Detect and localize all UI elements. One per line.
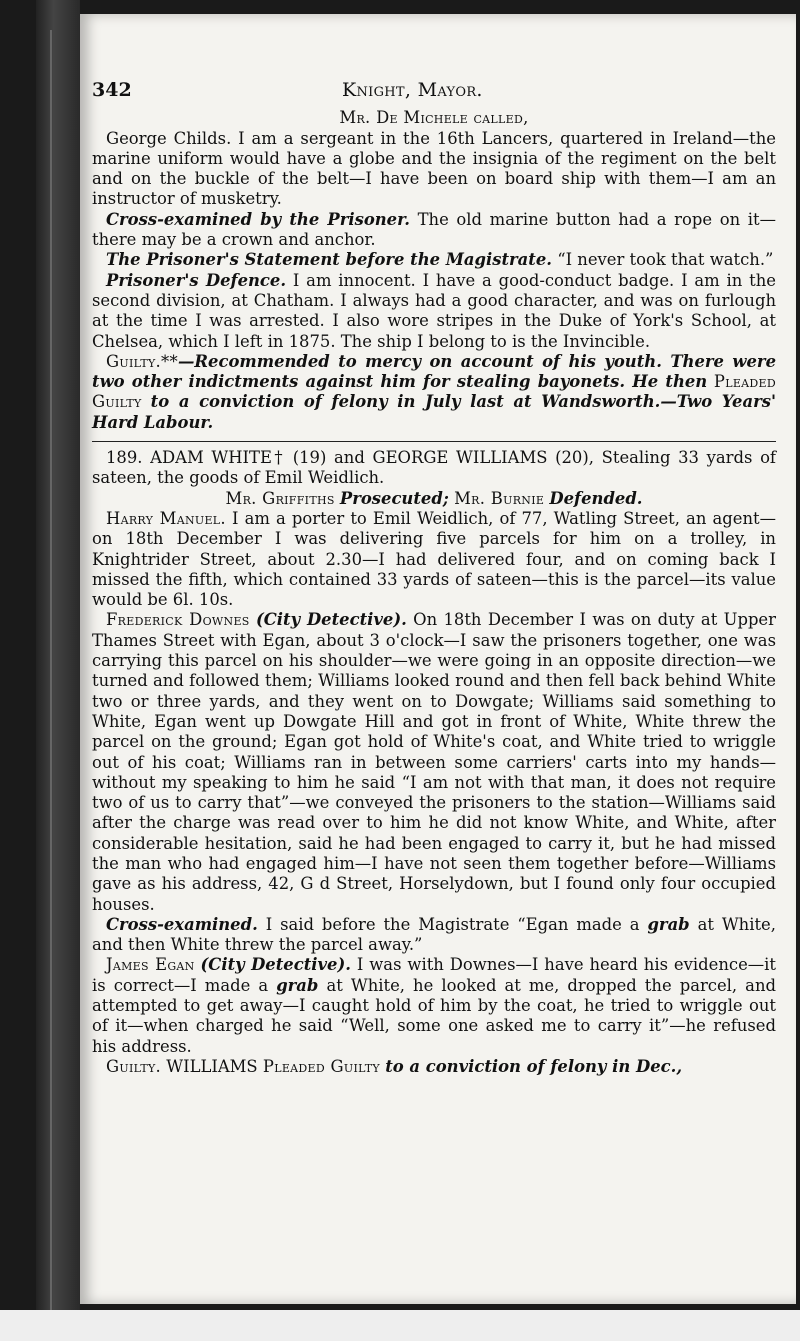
statement-text: “I never took that watch.” (557, 250, 774, 270)
prisoner-defence (92, 271, 776, 352)
manuel-text: I am a porter to Emil Weidlich, of 77, Watling Street, an agent—on 18th December I was delivering five parcels for him on a trolley, in Knightrider Street, about 2.30—I had delivered four, and on coming back I missed the fifth, which contained 33 yards of sateen—this is the parcel—its value would be 6l. 10s. (92, 508, 776, 610)
downes-name: Frederick Downes (106, 610, 250, 630)
spine-edge (50, 30, 52, 1310)
egan-name: James Egan (106, 955, 195, 975)
childs-testimony: George Childs. I am a sergeant in the 16th Lancers, quartered in Ireland—the marine uniform would have a globe and the insignia of the regiment on the belt and on the buckle of the belt—I have been on board ship with them—I am an instructor of musketry. (92, 128, 776, 209)
defence-text: I am innocent. I have a good-conduct badge. I am in the second division, at Chatham. I always had a good character, and was on furlough at the time I was arrested. I also wore stripes in the Duke of York's School, at Chelsea, which I left in 1875. The ship I belong to is the Invincible. (92, 270, 776, 351)
cross2-grab: grab (647, 914, 690, 934)
verdict (92, 352, 776, 433)
cross-label: Cross-examined by the Prisoner. (106, 209, 410, 229)
cross-examination-1 (92, 210, 776, 251)
cross2-text-b: at White, and then White threw the parcel away.” (92, 914, 776, 955)
verdict-text: —Recommended to mercy on account of his youth. There were two other indictments against him for stealing bayonets. He then (92, 351, 776, 392)
final-williams: WILLIAMS (166, 1056, 258, 1076)
final-guilty: Guilty. (106, 1056, 162, 1076)
defence-role: Defended. (549, 488, 643, 508)
downes-text: On 18th December I was on duty at Upper Thames Street with Egan, about 3 o'clock—I saw the prisoners together, one was carrying this parcel on his shoulder—we were going in an opposite direction—we turned and followed them; Williams looked round and then fell back behind White two or three yards, and they went on to Dowgate; Williams said something to White, Egan went up Dowgate Hill and got in front of White, White threw the parcel on the ground; Egan got hold of White's coat, and White tried to wriggle out of his coat; Williams ran in between some carriers' carts into my hands—without my speaking to him he said “I am not with that man, it does not require two of us to carry that”—we conveyed the prisoners to the station—Williams said after the charge was read over to him he did not know White, and White, after considerable hesitation, said he had been engaged to carry it, but he had missed the man who had engaged him—I have not seen them together before—Williams gave as his address, 42, G d Street, Horselydown, but I found only four occupied houses. (92, 610, 776, 914)
egan-text-b: at White, he looked at me, dropped the parcel, and attempted to get away—I caught hold of him by the coat, he tried to wriggle out of it—when charged he said “Well, some one asked me to carry it”—he refused his address. (92, 975, 776, 1056)
cross-text: The old marine button had a rope on it—there may be a crown and anchor. (92, 209, 776, 250)
defence-label: Prisoner's Defence. (106, 270, 287, 290)
page-number: 342 (92, 79, 132, 101)
verdict-label: Guilty.** (106, 351, 179, 371)
final-verdict (92, 1057, 776, 1077)
page-header (92, 80, 776, 100)
book-spine (36, 0, 80, 1341)
prosecution-role: Prosecuted; (339, 488, 449, 508)
egan-testimony (92, 955, 776, 1056)
manuel-name: Harry Manuel. (106, 508, 226, 528)
counsel-line (92, 489, 776, 509)
cross2-label: Cross-examined. (106, 914, 258, 934)
pleaded-guilty: Pleaded Guilty (92, 372, 776, 412)
egan-text-a: I was with Downes—I have heard his evidence—it is correct—I made a (92, 955, 776, 995)
witness-heading: Mr. De Michele called, (339, 108, 529, 128)
cross-examination-2 (92, 915, 776, 956)
downes-testimony (92, 610, 776, 914)
section-divider (92, 441, 776, 442)
downes-role: (City Detective). (255, 610, 407, 630)
page-content (92, 80, 776, 1077)
final-pleaded: Pleaded Guilty (262, 1056, 380, 1076)
bottom-margin (0, 1310, 800, 1341)
prisoner-statement (92, 250, 776, 270)
manuel-testimony (92, 509, 776, 610)
final-tail: to a conviction of felony in Dec., (385, 1056, 683, 1076)
defence-counsel: Mr. Burnie (454, 488, 545, 508)
running-head: Knight, Mayor. (342, 79, 483, 101)
cross2-text-a: I said before the Magistrate “Egan made a (265, 914, 640, 934)
statement-label: The Prisoner's Statement before the Magistrate. (106, 250, 552, 270)
egan-role: (City Detective). (200, 955, 351, 975)
prosecution-counsel: Mr. Griffiths (225, 488, 335, 508)
egan-grab: grab (276, 975, 319, 995)
verdict-tail: to a conviction of felony in July last at Wandsworth.—Two Years' Hard Labour. (92, 392, 776, 432)
case-heading: 189. ADAM WHITE† (19) and GEORGE WILLIAMS (20), Stealing 33 yards of sateen, the goods of Emil Weidlich. (92, 448, 776, 488)
